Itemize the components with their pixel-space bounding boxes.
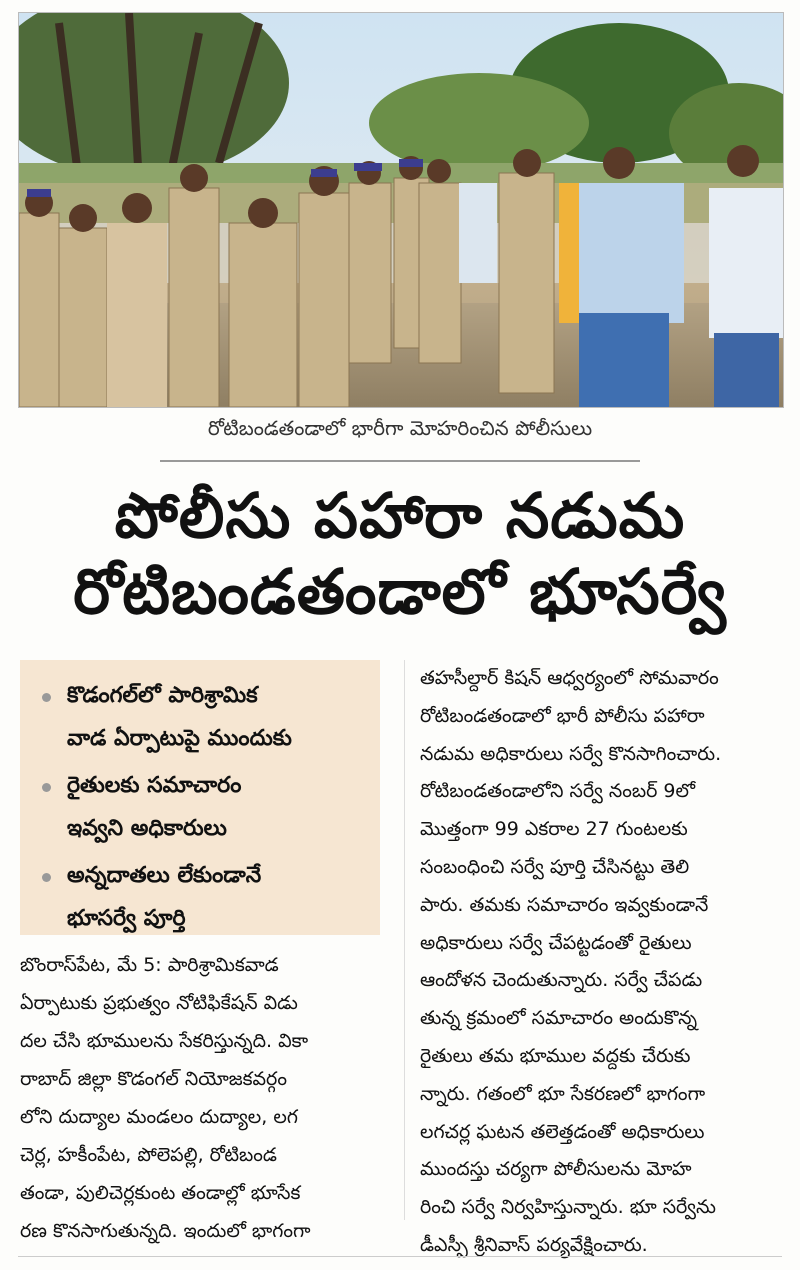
column-divider [404, 660, 405, 1220]
highlight-line: అన్నదాతలు లేకుండానే [67, 863, 262, 888]
body-line: రాబాద్ జిల్లా కొడంగల్ నియోజకవర్గం [20, 1068, 287, 1090]
bullet-icon [42, 693, 51, 702]
article-body-right [420, 660, 792, 1265]
body-line: రోటిబండతండాలో భారీ పోలీసు పహారా [420, 704, 705, 727]
news-photo [18, 12, 784, 408]
headline [0, 478, 800, 630]
highlight-line: రైతులకు సమాచారం [67, 773, 242, 798]
highlight-line: ఇవ్వని అధికారులు [67, 816, 227, 841]
highlight-line: వాడ ఏర్పాటుపై ముందుకు [67, 726, 292, 751]
highlight-line: కొడంగల్‌లో పారిశ్రామిక [67, 683, 258, 708]
body-line: అధికారులు సర్వే చేపట్టడంతో రైతులు [420, 931, 692, 954]
body-line: ఏర్పాటుకు ప్రభుత్వం నోటిఫికేషన్ విడు [20, 992, 298, 1014]
caption-divider [160, 460, 640, 462]
body-line: ముందస్తు చర్యగా పోలీసులను మోహ [420, 1158, 692, 1181]
article-body-left [20, 946, 392, 1250]
body-line: తహసీల్దార్ కిషన్ ఆధ్వర్యంలో సోమవారం [420, 667, 719, 689]
body-line: న్నారు. గతంలో భూ సేకరణలో భాగంగా [420, 1082, 706, 1105]
body-line: తండా, పులిచెర్లకుంట తండాల్లో భూసేక [20, 1182, 301, 1204]
headline-line-1: పోలీసు పహారా నడుమ [114, 479, 686, 552]
body-line: రించి సర్వే నిర్వహిస్తున్నారు. భూ సర్వేను [420, 1196, 716, 1219]
body-line: దల చేసి భూములను సేకరిస్తున్నది. వికా [20, 1030, 309, 1052]
body-line: రణ కొనసాగుతున్నది. ఇందులో భాగంగా [20, 1220, 311, 1242]
highlight-line: భూసర్వే పూర్తి [67, 906, 186, 931]
body-line: రోటిబండతండాలోని సర్వే నంబర్ 9లో [420, 780, 696, 803]
body-line: పారు. తమకు సమాచారం ఇవ్వకుండానే [420, 893, 709, 916]
police-survey-photo [19, 13, 783, 407]
body-line: ఆందోళన చెందుతున్నారు. సర్వే చేపడు [420, 969, 703, 992]
body-line: లగచర్ల ఘటన తలెత్తడంతో అధికారులు [420, 1120, 705, 1143]
body-line: రైతులు తమ భూముల వద్దకు చేరుకు [420, 1044, 691, 1067]
bullet-icon [42, 783, 51, 792]
body-line: లోని దుద్యాల మండలం దుద్యాల, లగ [20, 1106, 298, 1128]
body-line: డీఎస్పీ శ్రీనివాస్ పర్యవేక్షించారు. [420, 1233, 648, 1256]
headline-line-2: రోటిబండతండాలో భూసర్వే [73, 555, 727, 628]
bottom-border [18, 1256, 782, 1257]
body-line: చెర్ల, హకీంపేట, పోలెపల్లి, రోటిబండ [20, 1144, 277, 1166]
body-line: తున్న క్రమంలో సమాచారం అందుకొన్న [420, 1007, 698, 1030]
highlights-box [20, 660, 380, 935]
body-line: మొత్తంగా 99 ఎకరాల 27 గుంటలకు [420, 818, 688, 841]
body-line: బొంరాస్‌పేట, మే 5: పారిశ్రామికవాడ [20, 954, 279, 976]
body-line: నడుమ అధికారులు సర్వే కొనసాగించారు. [420, 742, 722, 765]
bullet-icon [42, 873, 51, 882]
body-line: సంబంధించి సర్వే పూర్తి చేసినట్టు తెలి [420, 855, 690, 878]
highlight-item [38, 764, 366, 850]
photo-caption: రోటిబండతండాలో భారీగా మోహరించిన పోలీసులు [207, 416, 593, 440]
highlight-item [38, 854, 366, 940]
highlight-item [38, 674, 366, 760]
